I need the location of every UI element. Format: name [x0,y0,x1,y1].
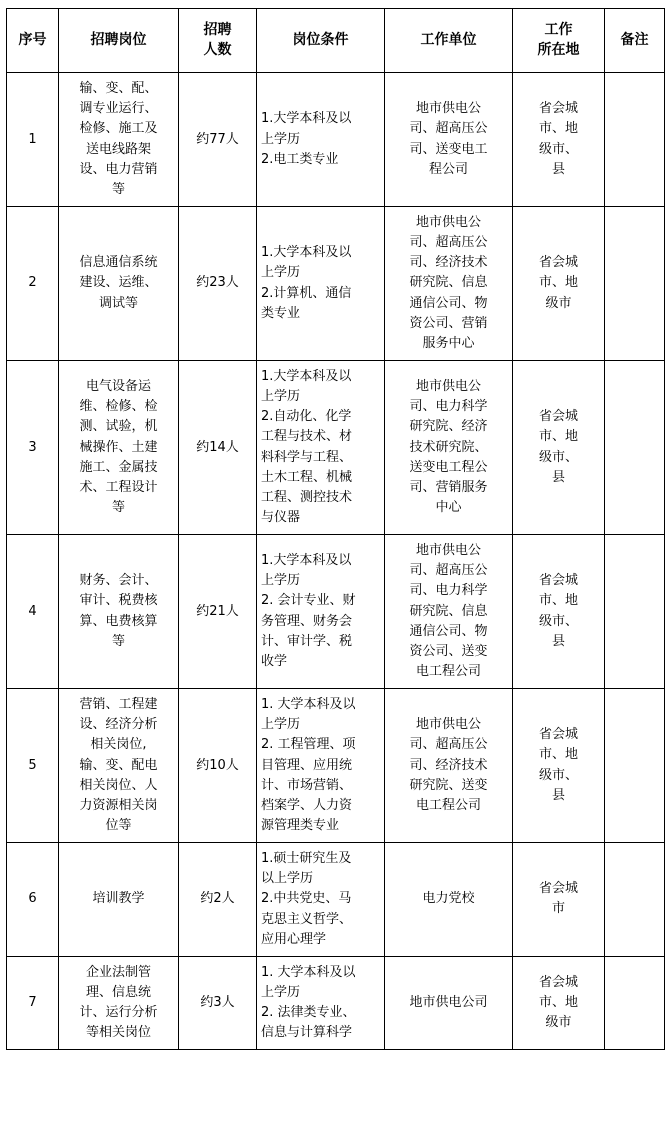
cell-conditions-line: 务管理、财务会 [261,613,353,629]
cell-unit-line: 电工程公司 [415,663,481,679]
recruitment-table [6,8,665,1050]
cell-conditions [257,207,385,361]
cell-location-line: 省会城 [538,101,578,117]
cell-post-line: 等相关岗位 [85,1025,151,1041]
cell-conditions-line: 工程与技术、材 [261,429,353,445]
cell-unit [385,956,513,1050]
column-header-location [513,9,605,73]
cell-post [59,843,179,957]
cell-post-line: 计、运行分析 [79,1005,158,1021]
cell-no: 3 [7,361,59,535]
cell-location [513,361,605,535]
cell-location-line: 级市、 [538,141,578,157]
cell-location-line: 省会城 [538,409,578,425]
cell-no: 4 [7,535,59,689]
cell-unit-line: 司、超高压公 [409,737,488,753]
cell-conditions-line: 源管理类专业 [261,817,340,833]
table-header-row [7,9,665,73]
cell-unit-line: 送变电工程公 [409,459,488,475]
cell-conditions-line: 以上学历 [261,871,314,887]
cell-conditions-line: 档案学、人力资 [261,797,353,813]
cell-post-line: 送电线路架 [85,141,151,157]
cell-post [59,689,179,843]
column-header-unit [385,9,513,73]
cell-unit-line: 司、超高压公 [409,563,488,579]
cell-conditions-line: 工程、测控技术 [261,489,353,505]
cell-post-line: 输、变、配电 [79,757,158,773]
cell-conditions [257,956,385,1050]
cell-location-line: 省会城 [538,573,578,589]
cell-number: 约14人 [179,361,257,535]
cell-post-line: 设、电力营销 [79,161,158,177]
cell-post [59,361,179,535]
cell-location-line: 级市 [545,1015,572,1031]
cell-conditions-line: 2.中共党史、马 [261,891,352,907]
cell-post-line: 测、试验，机 [79,419,158,435]
cell-unit-line: 资公司、营销 [409,315,488,331]
cell-conditions-line: 应用心理学 [261,931,327,947]
cell-unit-line: 司、电力科学 [409,583,488,599]
table-row [7,535,665,689]
cell-post-line: 营销、工程建 [79,697,158,713]
cell-location-line: 市、地 [538,593,578,609]
cell-remark [605,207,665,361]
cell-unit-line: 服务中心 [422,335,475,351]
cell-location-line: 省会城 [538,974,578,990]
cell-conditions-line: 克思主义哲学、 [261,911,353,927]
cell-location-line: 市、地 [538,121,578,137]
cell-conditions-line: 1.大学本科及以 [261,369,352,385]
cell-location [513,956,605,1050]
cell-location-line: 市、地 [538,995,578,1011]
cell-conditions-line: 信息与计算科学 [261,1025,353,1041]
cell-unit-line: 地市供电公 [415,543,481,559]
cell-post-line: 调试等 [98,295,138,311]
column-header-location-line1: 工作 [544,22,573,38]
cell-location-line: 省会城 [538,255,578,271]
cell-location-line: 市 [551,901,565,917]
column-header-remark [605,9,665,73]
cell-unit [385,843,513,957]
cell-unit [385,535,513,689]
cell-remark [605,843,665,957]
cell-post-line: 培训教学 [92,891,145,907]
table-row [7,361,665,535]
cell-unit-line: 司、电力科学 [409,399,488,415]
cell-location-line: 级市、 [538,613,578,629]
cell-location-line: 县 [551,787,565,803]
cell-location-line: 级市、 [538,449,578,465]
cell-unit-line: 通信公司、物 [409,623,488,639]
cell-location [513,73,605,207]
cell-conditions-line: 土木工程、机械 [261,469,353,485]
cell-no: 2 [7,207,59,361]
table-row [7,73,665,207]
cell-unit-line: 程公司 [428,161,468,177]
cell-conditions-line: 计、审计学、税 [261,633,353,649]
cell-unit-line: 司、送变电工 [409,141,488,157]
cell-unit [385,361,513,535]
column-header-no [7,9,59,73]
cell-conditions-line: 1. 大学本科及以 [261,964,356,980]
cell-location-line: 市、地 [538,275,578,291]
cell-post [59,207,179,361]
cell-conditions-line: 1.大学本科及以 [261,245,352,261]
cell-post-line: 调专业运行、 [79,101,158,117]
cell-unit-line: 地市供电公 [415,215,481,231]
cell-post-line: 施工、金属技 [79,459,158,475]
cell-post-line: 等 [111,633,125,649]
cell-post-line: 审计、税费核 [79,593,158,609]
column-header-conditions [257,9,385,73]
cell-post-line: 械操作、土建 [79,439,158,455]
cell-post-line: 算、电费核算 [79,613,158,629]
cell-location [513,207,605,361]
cell-remark [605,689,665,843]
cell-post-line: 建设、运维、 [79,275,158,291]
cell-number: 约10人 [179,689,257,843]
cell-post-line: 输、变、配、 [79,81,158,97]
cell-conditions-line: 料科学与工程、 [261,449,353,465]
cell-post-line: 力资源相关岗 [79,797,158,813]
cell-number: 约23人 [179,207,257,361]
cell-post-line: 检修、施工及 [79,121,158,137]
cell-conditions-line: 2.计算机、通信 [261,285,352,301]
cell-post-line: 财务、会计、 [79,573,158,589]
column-header-number-line1: 招聘 [203,22,232,38]
cell-unit-line: 通信公司、物 [409,295,488,311]
cell-post [59,73,179,207]
cell-number: 约21人 [179,535,257,689]
cell-conditions-line: 2. 法律类专业、 [261,1005,356,1021]
cell-post-line: 电气设备运 [85,379,151,395]
cell-location [513,535,605,689]
cell-post-line: 信息通信系统 [79,255,158,271]
cell-remark [605,535,665,689]
cell-unit-line: 研究院、信息 [409,603,488,619]
cell-conditions-line: 上学历 [261,717,301,733]
cell-post-line: 企业法制管 [85,964,151,980]
cell-conditions [257,689,385,843]
cell-post-line: 维、检修、检 [79,399,158,415]
cell-conditions-line: 计、市场营销、 [261,777,353,793]
cell-unit-line: 司、经济技术 [409,757,488,773]
cell-conditions-line: 目管理、应用统 [261,757,353,773]
cell-post [59,535,179,689]
table-row [7,843,665,957]
cell-location-line: 市、地 [538,429,578,445]
cell-post-line: 术、工程设计 [79,479,158,495]
cell-number: 约2人 [179,843,257,957]
cell-unit-line: 司、超高压公 [409,235,488,251]
cell-conditions [257,73,385,207]
cell-conditions-line: 上学历 [261,265,301,281]
cell-conditions-line: 1.大学本科及以 [261,553,352,569]
cell-unit-line: 地市供电公司 [409,995,488,1011]
table-row [7,689,665,843]
cell-remark [605,956,665,1050]
cell-no: 5 [7,689,59,843]
cell-unit [385,689,513,843]
cell-location-line: 级市 [545,295,572,311]
column-header-conditions-line: 岗位条件 [292,31,349,48]
cell-conditions-line: 上学历 [261,573,301,589]
table-body [7,73,665,1050]
cell-conditions-line: 上学历 [261,131,301,147]
cell-unit-line: 电工程公司 [415,797,481,813]
cell-location-line: 县 [551,469,565,485]
cell-conditions-line: 2.电工类专业 [261,151,339,167]
cell-conditions-line: 1.大学本科及以 [261,111,352,127]
cell-post-line: 设、经济分析 [79,717,158,733]
cell-conditions [257,843,385,957]
table-row [7,207,665,361]
cell-conditions [257,535,385,689]
cell-remark [605,361,665,535]
cell-post-line: 相关岗位, [90,737,147,753]
cell-unit-line: 司、经济技术 [409,255,488,271]
cell-conditions-line: 2. 工程管理、项 [261,737,356,753]
column-header-remark-line: 备注 [620,31,649,48]
table-header [7,9,665,73]
cell-unit-line: 资公司、送变 [409,643,488,659]
cell-unit-line: 技术研究院、 [409,439,488,455]
column-header-number [179,9,257,73]
cell-no: 6 [7,843,59,957]
cell-unit-line: 研究院、送变 [409,777,488,793]
cell-unit-line: 中心 [435,499,462,515]
cell-no: 1 [7,73,59,207]
cell-unit-line: 地市供电公 [415,101,481,117]
cell-unit [385,73,513,207]
cell-location-line: 省会城 [538,881,578,897]
cell-unit-line: 电力党校 [422,891,475,907]
cell-conditions-line: 收学 [261,653,288,669]
cell-conditions-line: 1. 大学本科及以 [261,697,356,713]
cell-unit-line: 司、营销服务 [409,479,488,495]
cell-unit [385,207,513,361]
cell-location-line: 县 [551,633,565,649]
cell-location [513,843,605,957]
cell-conditions-line: 上学历 [261,984,301,1000]
cell-conditions [257,361,385,535]
cell-unit-line: 地市供电公 [415,717,481,733]
cell-post-line: 等 [111,499,125,515]
column-header-no-line: 序号 [18,31,47,48]
cell-conditions-line: 1.硕士研究生及 [261,851,352,867]
cell-post-line: 等 [111,181,125,197]
cell-number: 约77人 [179,73,257,207]
column-header-unit-line: 工作单位 [420,31,477,48]
cell-no: 7 [7,956,59,1050]
cell-conditions-line: 与仪器 [261,510,301,525]
cell-remark [605,73,665,207]
column-header-number-line2: 人数 [203,41,232,58]
cell-post-line: 位等 [105,817,132,833]
cell-conditions-line: 类专业 [261,305,301,321]
column-header-post [59,9,179,73]
cell-location-line: 省会城 [538,727,578,743]
cell-number: 约3人 [179,956,257,1050]
column-header-location-line2: 所在地 [537,41,580,58]
cell-location [513,689,605,843]
cell-unit-line: 研究院、信息 [409,275,488,291]
cell-unit-line: 司、超高压公 [409,121,488,137]
column-header-post-line: 招聘岗位 [90,31,147,48]
cell-unit-line: 研究院、经济 [409,419,488,435]
cell-post-line: 相关岗位、人 [79,777,158,793]
cell-unit-line: 地市供电公 [415,379,481,395]
cell-conditions-line: 2.自动化、化学 [261,409,352,425]
cell-location-line: 市、地 [538,747,578,763]
table-row [7,956,665,1050]
cell-conditions-line: 上学历 [261,389,301,405]
cell-conditions-line: 2. 会计专业、财 [261,593,356,609]
cell-post [59,956,179,1050]
cell-location-line: 县 [551,161,565,177]
cell-location-line: 级市、 [538,767,578,783]
cell-post-line: 理、信息统 [85,984,151,1000]
